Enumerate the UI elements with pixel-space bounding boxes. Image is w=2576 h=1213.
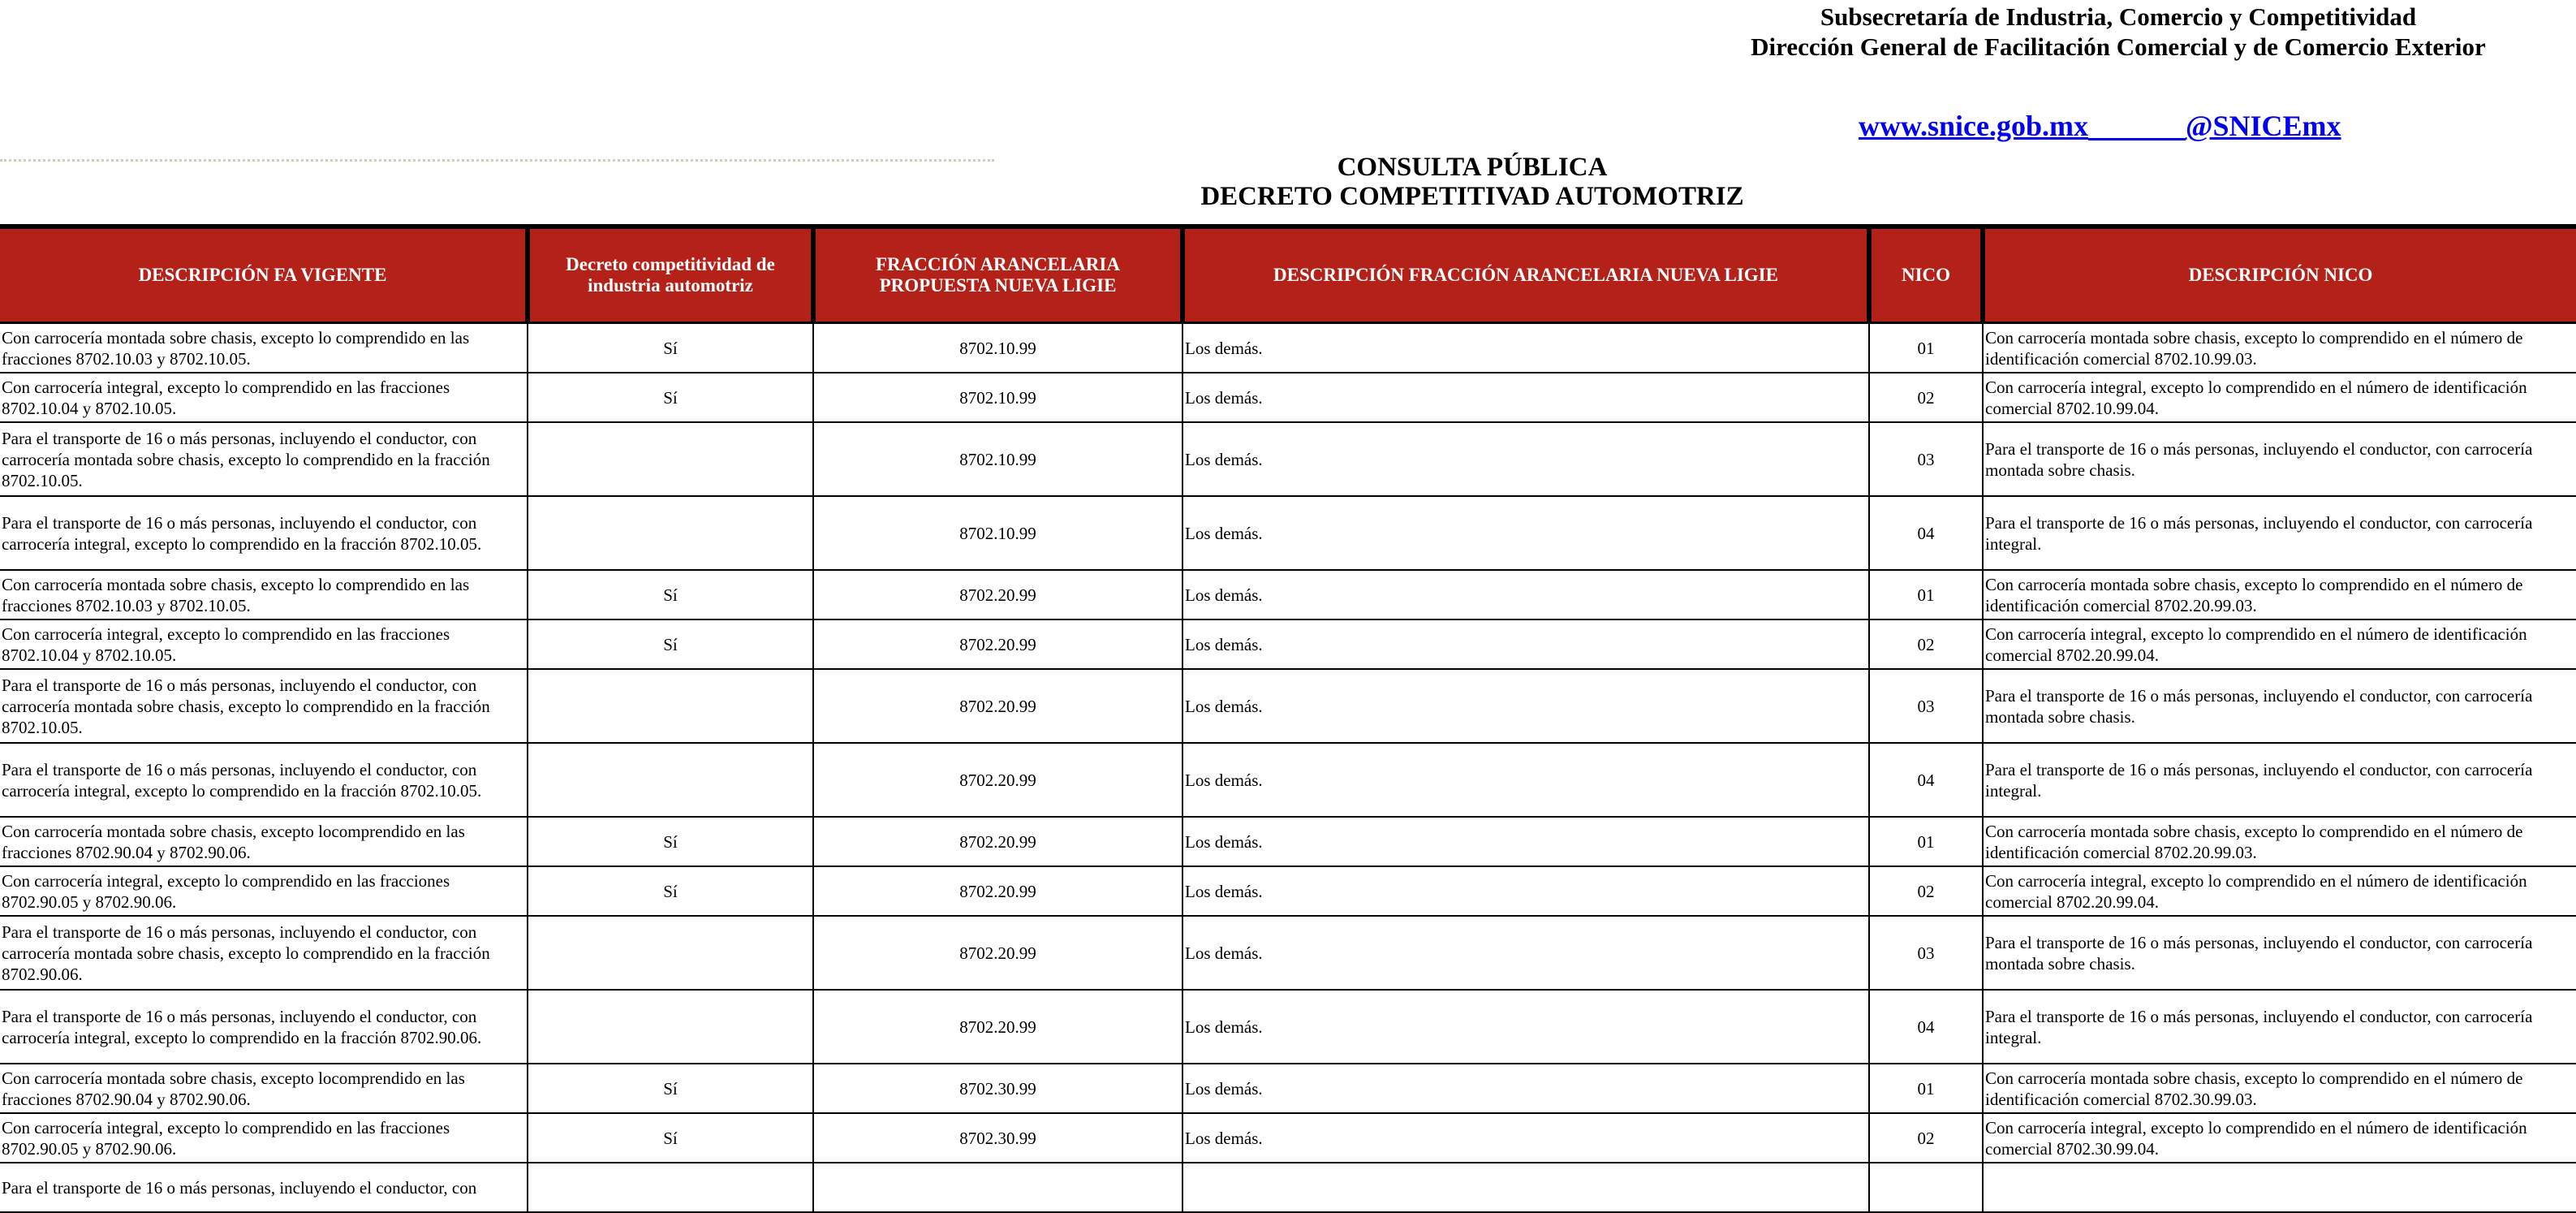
cell-descripcion-fraccion: Los demás.	[1182, 1113, 1869, 1163]
cell-decreto: Sí	[528, 866, 813, 916]
cell-descripcion-nico: Para el transporte de 16 o más personas, incluyendo el conductor, con carrocería montada sobre chasis.	[1983, 422, 2576, 496]
cell-descripcion-fraccion: Los demás.	[1182, 990, 1869, 1064]
twitter-link[interactable]: @SNICEmx	[2186, 110, 2341, 142]
cell-descripcion-nico: Para el transporte de 16 o más personas, incluyendo el conductor, con carrocería integral.	[1983, 990, 2576, 1064]
dotted-divider	[0, 159, 994, 162]
cell-nico: 02	[1869, 1113, 1983, 1163]
cell-nico: 03	[1869, 422, 1983, 496]
cell-decreto: Sí	[528, 817, 813, 866]
cell-descripcion-nico: Con carrocería montada sobre chasis, excepto lo comprendido en el número de identificación comercial 8702.20.99.03.	[1983, 570, 2576, 619]
agency-line-2: Dirección General de Facilitación Comercial y de Comercio Exterior	[1751, 32, 2486, 61]
cell-fraccion: 8702.30.99	[813, 1113, 1182, 1163]
cell-descripcion-nico: Con carrocería montada sobre chasis, excepto lo comprendido en el número de identificación comercial 8702.10.99.03.	[1983, 323, 2576, 373]
table-header-row	[0, 227, 2576, 323]
cell-decreto: Sí	[528, 619, 813, 669]
cell-descripcion-nico: Con carrocería integral, excepto lo comprendido en el número de identificación comercial 8702.30.99.04.	[1983, 1113, 2576, 1163]
cell-descripcion-fa: Para el transporte de 16 o más personas, incluyendo el conductor, con carrocería montada sobre chasis, excepto lo comprendido en la fracción 8702.10.05.	[0, 669, 528, 743]
cell-fraccion: 8702.20.99	[813, 916, 1182, 990]
cell-decreto	[528, 669, 813, 743]
cell-nico: 03	[1869, 916, 1983, 990]
cell-fraccion: 8702.20.99	[813, 743, 1182, 817]
cell-fraccion: 8702.10.99	[813, 373, 1182, 422]
cell-descripcion-fraccion: Los demás.	[1182, 743, 1869, 817]
cell-decreto	[528, 916, 813, 990]
table-body	[0, 323, 2576, 1213]
cell-fraccion: 8702.20.99	[813, 619, 1182, 669]
title-line-1: CONSULTA PÚBLICA	[1337, 153, 1608, 182]
cell-descripcion-nico: Con carrocería integral, excepto lo comprendido en el número de identificación comercial 8702.10.99.04.	[1983, 373, 2576, 422]
table-row	[0, 422, 2576, 496]
table-row	[0, 373, 2576, 422]
table-row	[0, 496, 2576, 570]
cell-nico	[1869, 1163, 1983, 1212]
cell-descripcion-fa: Con carrocería montada sobre chasis, excepto locomprendido en las fracciones 8702.90.04 y 8702.90.06.	[0, 817, 528, 866]
cell-descripcion-nico: Para el transporte de 16 o más personas, incluyendo el conductor, con carrocería montada sobre chasis.	[1983, 916, 2576, 990]
cell-descripcion-nico: Con carrocería integral, excepto lo comprendido en el número de identificación comercial 8702.20.99.04.	[1983, 866, 2576, 916]
table-row	[0, 866, 2576, 916]
cell-fraccion: 8702.20.99	[813, 669, 1182, 743]
cell-descripcion-fraccion: Los demás.	[1182, 619, 1869, 669]
cell-nico: 03	[1869, 669, 1983, 743]
header-fraccion-propuesta: FRACCIÓN ARANCELARIA PROPUESTA NUEVA LIGIE	[813, 227, 1182, 323]
header-links	[1859, 109, 2341, 143]
cell-decreto: Sí	[528, 373, 813, 422]
cell-descripcion-fraccion: Los demás.	[1182, 570, 1869, 619]
cell-descripcion-fraccion: Los demás.	[1182, 916, 1869, 990]
cell-descripcion-nico: Para el transporte de 16 o más personas, incluyendo el conductor, con carrocería montada sobre chasis.	[1983, 669, 2576, 743]
table-row	[0, 323, 2576, 373]
table-row	[0, 990, 2576, 1064]
cell-fraccion: 8702.10.99	[813, 422, 1182, 496]
tariff-table	[0, 224, 2576, 1213]
cell-descripcion-fa: Para el transporte de 16 o más personas, incluyendo el conductor, con carrocería integral, excepto lo comprendido en la fracción 8702.90.06.	[0, 990, 528, 1064]
website-link[interactable]: www.snice.gob.mx	[1859, 110, 2089, 142]
cell-fraccion: 8702.20.99	[813, 817, 1182, 866]
cell-decreto: Sí	[528, 323, 813, 373]
header-descripcion-fraccion: DESCRIPCIÓN FRACCIÓN ARANCELARIA NUEVA LIGIE	[1182, 227, 1869, 323]
table-row	[0, 1163, 2576, 1212]
cell-descripcion-fraccion: Los demás.	[1182, 1064, 1869, 1113]
cell-nico: 01	[1869, 323, 1983, 373]
cell-decreto	[528, 422, 813, 496]
cell-descripcion-fraccion: Los demás.	[1182, 866, 1869, 916]
cell-nico: 01	[1869, 1064, 1983, 1113]
cell-decreto: Sí	[528, 1113, 813, 1163]
cell-descripcion-nico	[1983, 1163, 2576, 1212]
cell-nico: 01	[1869, 817, 1983, 866]
agency-header	[1672, 2, 2565, 62]
table-row	[0, 1064, 2576, 1113]
cell-descripcion-fa: Para el transporte de 16 o más personas, incluyendo el conductor, con carrocería montada sobre chasis, excepto lo comprendido en la fracción 8702.10.05.	[0, 422, 528, 496]
cell-descripcion-fa: Con carrocería integral, excepto lo comprendido en las fracciones 8702.90.05 y 8702.90.06.	[0, 1113, 528, 1163]
document-title	[1066, 153, 1878, 211]
cell-decreto: Sí	[528, 1064, 813, 1113]
table-row	[0, 743, 2576, 817]
cell-fraccion: 8702.20.99	[813, 990, 1182, 1064]
cell-decreto	[528, 496, 813, 570]
table-row	[0, 916, 2576, 990]
cell-nico: 04	[1869, 990, 1983, 1064]
cell-descripcion-fa: Para el transporte de 16 o más personas, incluyendo el conductor, con carrocería montada sobre chasis, excepto lo comprendido en la fracción 8702.90.06.	[0, 916, 528, 990]
cell-fraccion: 8702.20.99	[813, 866, 1182, 916]
cell-fraccion: 8702.30.99	[813, 1064, 1182, 1113]
cell-descripcion-fa: Con carrocería integral, excepto lo comprendido en las fracciones 8702.90.05 y 8702.90.06.	[0, 866, 528, 916]
table-row	[0, 619, 2576, 669]
link-separator	[2088, 137, 2186, 140]
cell-nico: 02	[1869, 619, 1983, 669]
table-row	[0, 669, 2576, 743]
cell-nico: 04	[1869, 743, 1983, 817]
cell-nico: 01	[1869, 570, 1983, 619]
cell-descripcion-fa: Para el transporte de 16 o más personas, incluyendo el conductor, con	[0, 1163, 528, 1212]
cell-descripcion-fa: Para el transporte de 16 o más personas, incluyendo el conductor, con carrocería integral, excepto lo comprendido en la fracción 8702.10.05.	[0, 496, 528, 570]
table-row	[0, 1113, 2576, 1163]
title-line-2: DECRETO COMPETITIVAD AUTOMOTRIZ	[1200, 182, 1744, 211]
table-row	[0, 570, 2576, 619]
cell-descripcion-fraccion: Los demás.	[1182, 422, 1869, 496]
cell-fraccion: 8702.10.99	[813, 323, 1182, 373]
cell-descripcion-nico: Con carrocería montada sobre chasis, excepto lo comprendido en el número de identificación comercial 8702.20.99.03.	[1983, 817, 2576, 866]
cell-descripcion-fraccion: Los demás.	[1182, 496, 1869, 570]
cell-nico: 02	[1869, 866, 1983, 916]
cell-fraccion	[813, 1163, 1182, 1212]
header-descripcion-nico: DESCRIPCIÓN NICO	[1983, 227, 2576, 323]
cell-descripcion-fa: Con carrocería montada sobre chasis, excepto lo comprendido en las fracciones 8702.10.03 y 8702.10.05.	[0, 323, 528, 373]
cell-descripcion-fraccion: Los demás.	[1182, 373, 1869, 422]
cell-descripcion-fraccion: Los demás.	[1182, 323, 1869, 373]
header-descripcion-fa-vigente: DESCRIPCIÓN FA VIGENTE	[0, 227, 528, 323]
cell-descripcion-fa: Con carrocería montada sobre chasis, excepto locomprendido en las fracciones 8702.90.04 y 8702.90.06.	[0, 1064, 528, 1113]
header-nico: NICO	[1869, 227, 1983, 323]
cell-descripcion-fraccion: Los demás.	[1182, 817, 1869, 866]
agency-line-1: Subsecretaría de Industria, Comercio y Competitividad	[1820, 2, 2417, 31]
cell-decreto: Sí	[528, 570, 813, 619]
cell-descripcion-fa: Con carrocería integral, excepto lo comprendido en las fracciones 8702.10.04 y 8702.10.05.	[0, 373, 528, 422]
cell-nico: 02	[1869, 373, 1983, 422]
cell-fraccion: 8702.10.99	[813, 496, 1182, 570]
cell-descripcion-fa: Con carrocería integral, excepto lo comprendido en las fracciones 8702.10.04 y 8702.10.05.	[0, 619, 528, 669]
cell-descripcion-fa: Para el transporte de 16 o más personas, incluyendo el conductor, con carrocería integral, excepto lo comprendido en la fracción 8702.10.05.	[0, 743, 528, 817]
cell-descripcion-fraccion	[1182, 1163, 1869, 1212]
cell-decreto	[528, 990, 813, 1064]
header-decreto: Decreto competitividad de industria automotriz	[528, 227, 813, 323]
cell-descripcion-nico: Para el transporte de 16 o más personas, incluyendo el conductor, con carrocería integral.	[1983, 496, 2576, 570]
cell-fraccion: 8702.20.99	[813, 570, 1182, 619]
table-row	[0, 817, 2576, 866]
cell-decreto	[528, 1163, 813, 1212]
cell-decreto	[528, 743, 813, 817]
cell-nico: 04	[1869, 496, 1983, 570]
cell-descripcion-fraccion: Los demás.	[1182, 669, 1869, 743]
cell-descripcion-nico: Con carrocería integral, excepto lo comprendido en el número de identificación comercial 8702.20.99.04.	[1983, 619, 2576, 669]
cell-descripcion-fa: Con carrocería montada sobre chasis, excepto lo comprendido en las fracciones 8702.10.03 y 8702.10.05.	[0, 570, 528, 619]
cell-descripcion-nico: Con carrocería montada sobre chasis, excepto lo comprendido en el número de identificación comercial 8702.30.99.03.	[1983, 1064, 2576, 1113]
cell-descripcion-nico: Para el transporte de 16 o más personas, incluyendo el conductor, con carrocería integral.	[1983, 743, 2576, 817]
